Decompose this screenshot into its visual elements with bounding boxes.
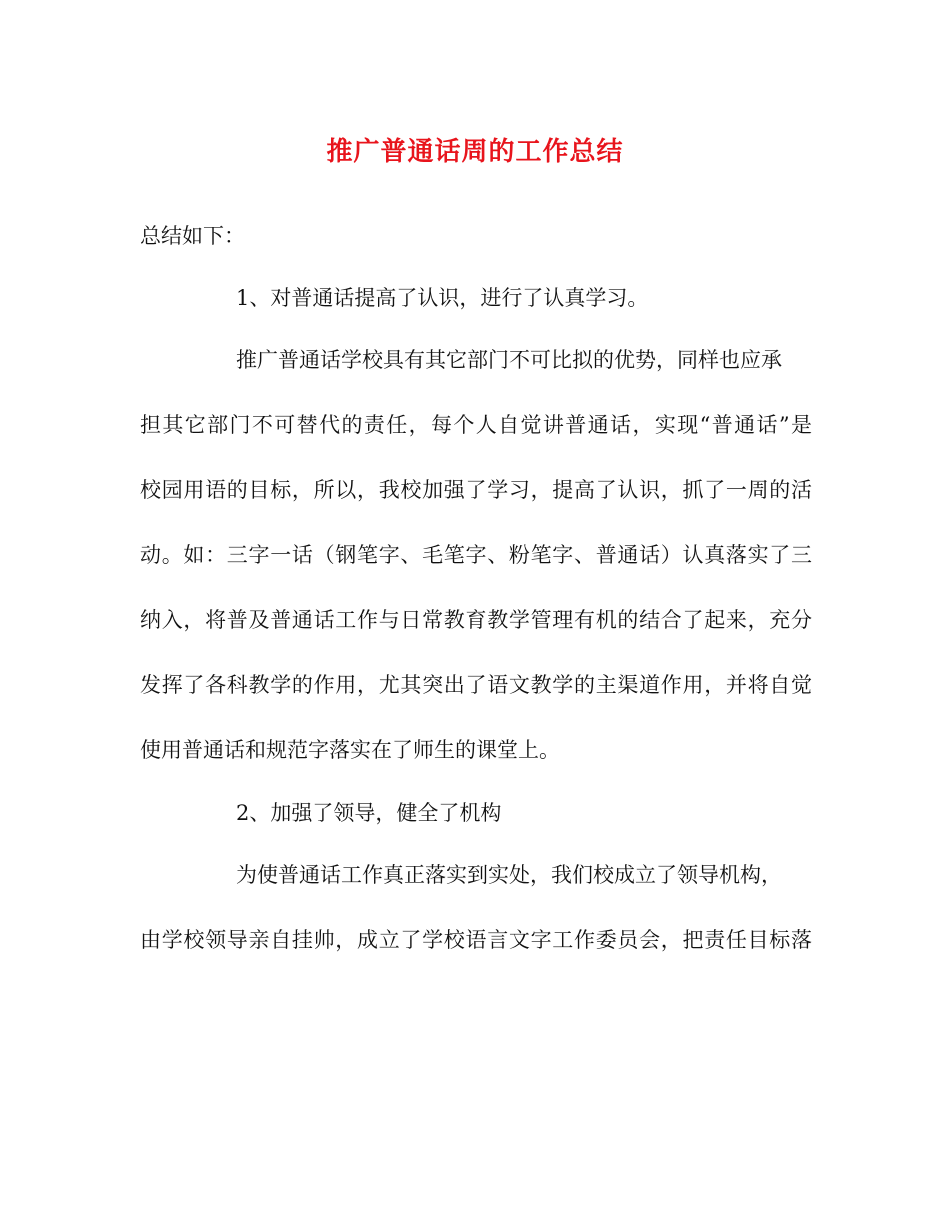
section-heading-2: 2、加强了领导，健全了机构	[236, 801, 502, 825]
paragraph-1-line-3: 校园用语的目标，所以，我校加强了学习，提高了认识，抓了一周的活	[140, 478, 812, 502]
paragraph-2-line-1: 为使普通话工作真正落实到实处，我们校成立了领导机构，	[236, 863, 782, 887]
section-heading-1: 1、对普通话提高了认识，进行了认真学习。	[236, 286, 649, 310]
document-title: 推广普通话周的工作总结	[326, 137, 624, 167]
paragraph-1-line-1: 推广普通话学校具有其它部门不可比拟的优势，同样也应承	[236, 348, 782, 372]
paragraph-2-line-2: 由学校领导亲自挂帅，成立了学校语言文字工作委员会，把责任目标落	[140, 928, 812, 952]
paragraph-1-line-6: 发挥了各科教学的作用，尤其突出了语文教学的主渠道作用，并将自觉	[140, 673, 812, 697]
paragraph-1-line-2: 担其它部门不可替代的责任，每个人自觉讲普通话，实现“普通话”是	[140, 413, 812, 437]
paragraph-1-line-5: 纳入，将普及普通话工作与日常教育教学管理有机的结合了起来，充分	[140, 608, 812, 632]
paragraph-1-line-4: 动。如：三字一话（钢笔字、毛笔字、粉笔字、普通话）认真落实了三	[140, 543, 812, 567]
paragraph-1-line-7: 使用普通话和规范字落实在了师生的课堂上。	[140, 738, 560, 762]
intro-text: 总结如下：	[140, 224, 245, 248]
